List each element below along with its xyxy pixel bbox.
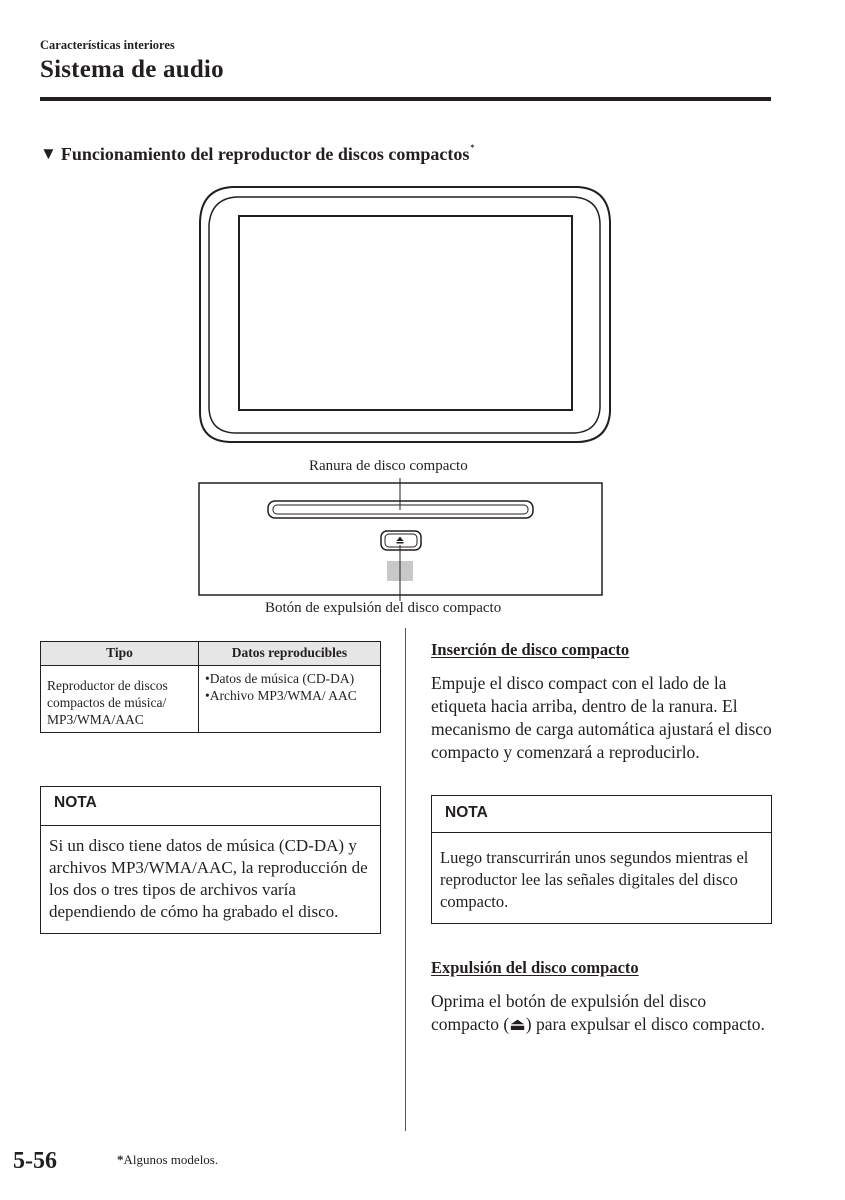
eject-button-outer <box>381 531 421 550</box>
subsection-title: Funcionamiento del reproductor de discos compactos <box>60 144 470 164</box>
footnote-mark: * <box>117 1152 124 1167</box>
ejection-text-part2: ) para expulsar el disco compacto. <box>525 1014 765 1034</box>
table-row <box>41 666 381 733</box>
eject-button-label: Botón de expulsión del disco compacto <box>265 600 502 616</box>
note-box-left <box>40 786 381 934</box>
column-divider <box>405 628 406 1131</box>
table-cell-data <box>199 666 381 733</box>
display-screen <box>239 216 572 410</box>
note-title: NOTA <box>41 787 380 826</box>
note-body: Luego transcurrirán unos segundos mientras el reproductor lee las señales digitales del disco compacto. <box>440 848 749 911</box>
note-body: Si un disco tiene datos de música (CD-DA) y archivos MP3/WMA/AAC, la reproducción de los dos o tres tipos de archivos varía dependiendo de cómo ha grabado el disco. <box>49 836 368 921</box>
table-cell-type: Reproductor de discos compactos de música/ MP3/WMA/AAC <box>41 666 199 733</box>
subsection-heading <box>40 142 474 166</box>
table-header-row <box>41 642 381 666</box>
data-item: • Archivo MP3/WMA/ AAC <box>205 687 376 704</box>
page-number: 5-56 <box>13 1148 57 1174</box>
eject-button-inner <box>385 534 417 547</box>
section-label: Características interiores <box>40 38 175 52</box>
note-title: NOTA <box>432 796 771 833</box>
data-item: • Datos de música (CD-DA) <box>205 670 376 687</box>
display-inner-frame <box>209 197 600 433</box>
ejection-heading: Expulsión del disco compacto <box>431 958 639 977</box>
table-header-type: Tipo <box>41 642 199 666</box>
button-highlight <box>387 561 413 581</box>
footnote-text: Algunos modelos. <box>123 1152 219 1167</box>
cd-slot-outer <box>268 501 533 518</box>
eject-icon <box>397 537 404 544</box>
cd-unit-panel <box>199 483 602 595</box>
eject-symbol-icon: ⏏ <box>509 1014 526 1034</box>
footnote-asterisk: * <box>470 143 475 152</box>
slot-label: Ranura de disco compacto <box>309 458 468 474</box>
ejection-text-part1: Oprima el botón de expulsión del disco compacto ( <box>431 991 707 1034</box>
playable-data-table <box>40 641 381 733</box>
page-title: Sistema de audio <box>40 56 224 83</box>
table-header-data: Datos reproducibles <box>199 642 381 666</box>
note-box-right <box>431 795 772 924</box>
title-rule <box>40 97 771 101</box>
display-outer-frame <box>200 187 610 442</box>
triangle-marker-icon: ▼ <box>40 144 57 163</box>
cd-slot-inner <box>273 505 528 514</box>
insertion-text: Empuje el disco compact con el lado de la etiqueta hacia arriba, dentro de la ranura. El mecanismo de carga automática ajustará el disco compacto y comenzará a reproducirlo. <box>431 673 772 762</box>
footnote <box>117 1152 218 1168</box>
insertion-heading: Inserción de disco compacto <box>431 640 630 659</box>
ejection-text <box>431 990 776 1036</box>
